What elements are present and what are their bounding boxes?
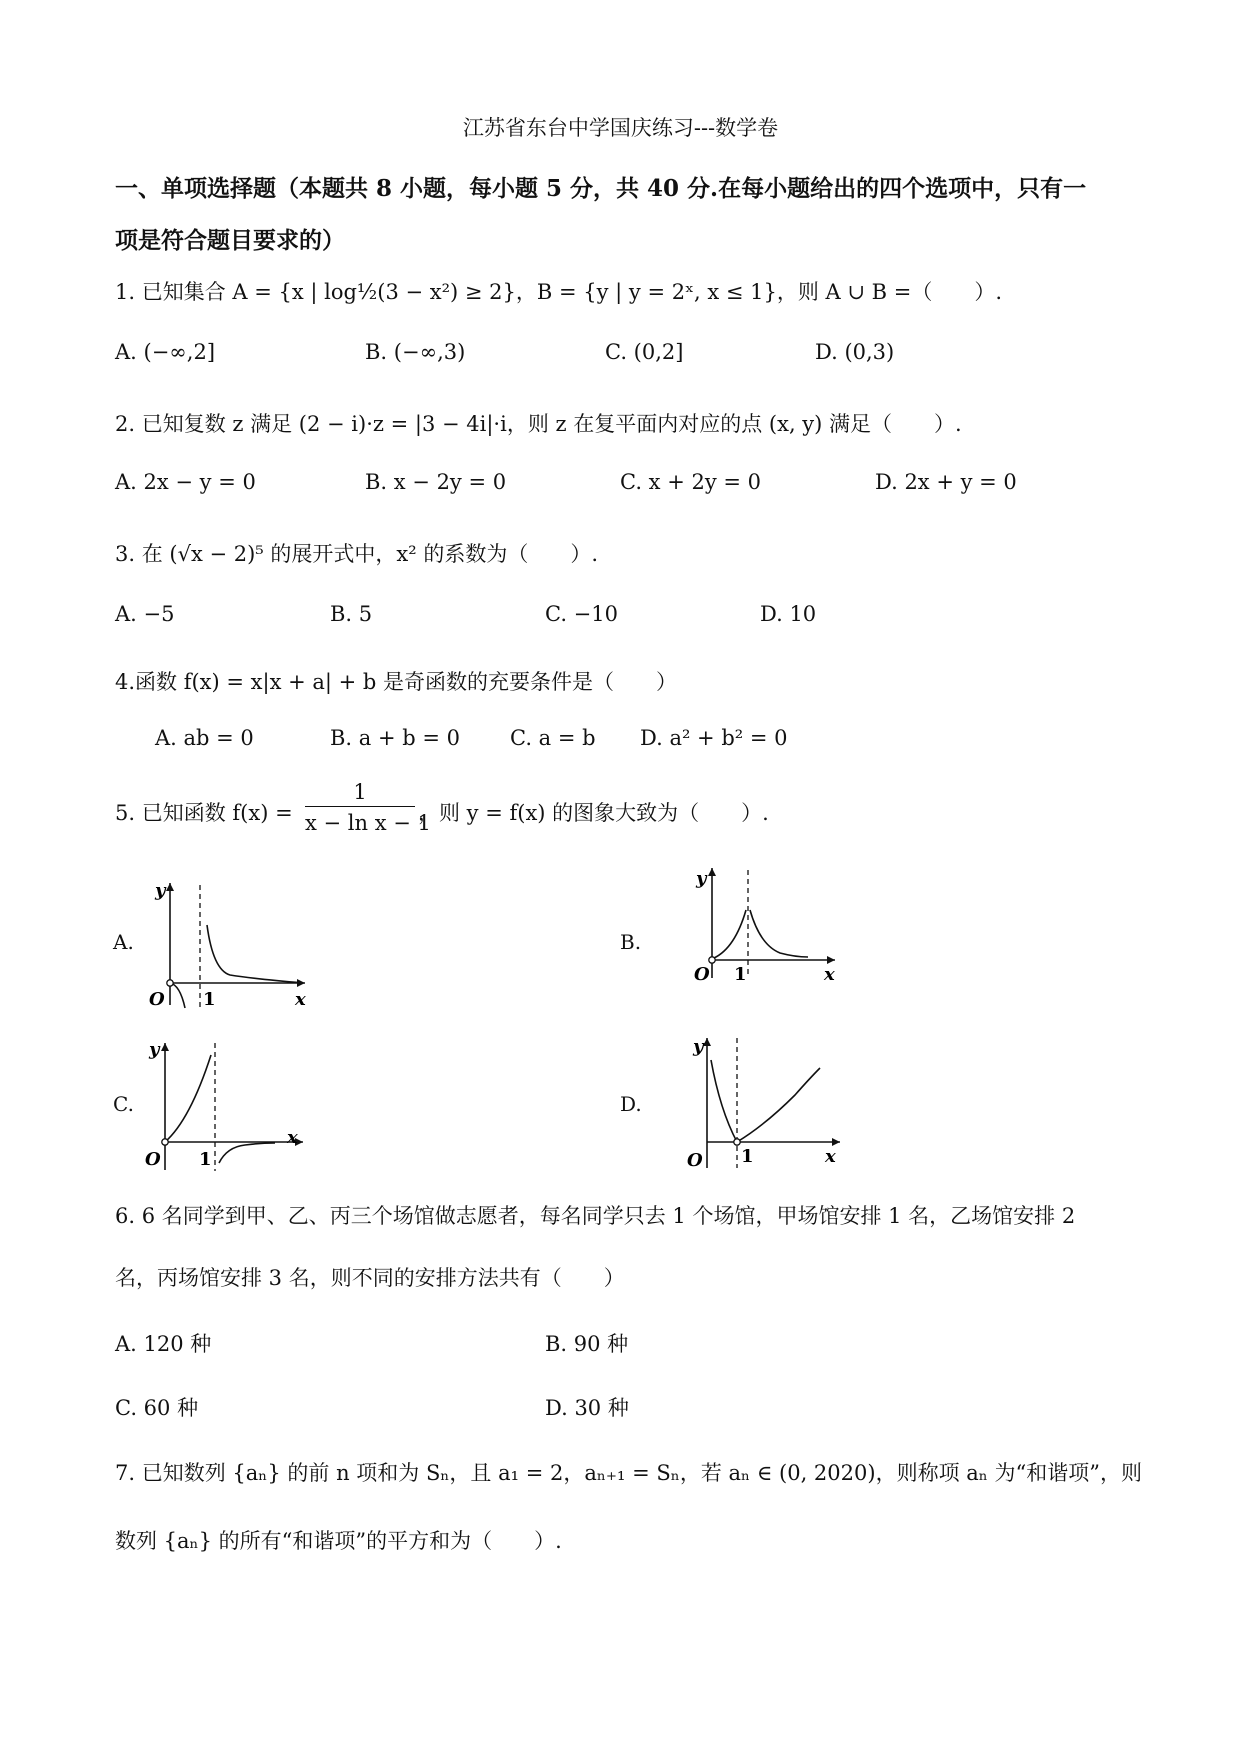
- graph-c-tick-1: 1: [199, 1149, 212, 1170]
- q3-option-c: C. −10: [545, 602, 618, 626]
- q2-option-d: D. 2x + y = 0: [875, 470, 1017, 494]
- q1-option-c: C. (0,2]: [605, 340, 684, 364]
- q4-option-b: B. a + b = 0: [330, 726, 460, 750]
- section-heading-line1: 一、单项选择题（本题共 8 小题，每小题 5 分，共 40 分.在每小题给出的四个选项中，只有一: [115, 175, 1087, 202]
- question-7-line2: 数列 {aₙ} 的所有“和谐项”的平方和为（ ）.: [115, 1529, 562, 1553]
- q2-option-c: C. x + 2y = 0: [620, 470, 761, 494]
- graph-d-label: D.: [620, 1092, 642, 1116]
- q4-option-d: D. a² + b² = 0: [640, 726, 788, 750]
- q5-fraction: [305, 780, 431, 835]
- q3-option-b: B. 5: [330, 602, 373, 626]
- question-5-suffix: ，则 y = f(x) 的图象大致为（ ）.: [418, 801, 769, 825]
- question-1: 1. 已知集合 A = {x | log½(3 − x²) ≥ 2}，B = {y | y = 2ˣ, x ≤ 1}，则 A ∪ B =（ ）.: [115, 280, 1003, 304]
- q4-option-c: C. a = b: [510, 726, 596, 750]
- graph-b: [690, 860, 840, 995]
- q2-option-a: A. 2x − y = 0: [115, 470, 256, 494]
- question-4: 4.函数 f(x) = x|x + a| + b 是奇函数的充要条件是（ ）: [115, 670, 678, 694]
- graph-a-label: A.: [113, 930, 134, 954]
- graph-c-x-label: x: [287, 1127, 298, 1148]
- graph-d-tick-1: 1: [741, 1146, 754, 1167]
- question-6-line2: 名，丙场馆安排 3 名，则不同的安排方法共有（ ）: [115, 1266, 625, 1290]
- question-5-prefix: 5. 已知函数 f(x) =: [115, 801, 293, 825]
- graph-a-y-label: y: [155, 880, 166, 901]
- graph-d-y-label: y: [693, 1036, 704, 1057]
- graph-b-tick-1: 1: [734, 964, 747, 985]
- question-3: 3. 在 (√x − 2)⁵ 的展开式中，x² 的系数为（ ）.: [115, 542, 599, 566]
- question-6-line1: 6. 6 名同学到甲、乙、丙三个场馆做志愿者，每名同学只去 1 个场馆，甲场馆安排 1 名，乙场馆安排 2: [115, 1204, 1076, 1228]
- graph-a-origin: O: [149, 989, 165, 1010]
- q6-option-d: D. 30 种: [545, 1396, 629, 1420]
- section-heading-line2: 项是符合题目要求的）: [115, 227, 345, 254]
- q5-fraction-numerator: 1: [305, 780, 415, 807]
- graph-a: [135, 875, 315, 1010]
- question-7-line1: 7. 已知数列 {aₙ} 的前 n 项和为 Sₙ，且 a₁ = 2，aₙ₊₁ = Sₙ，若 aₙ ∈ (0, 2020)，则称项 aₙ 为“和谐项”，则: [115, 1461, 1142, 1485]
- q3-option-a: A. −5: [115, 602, 175, 626]
- graph-c-y-label: y: [149, 1039, 160, 1060]
- graph-c: [135, 1035, 315, 1175]
- graph-d-x-label: x: [825, 1146, 836, 1167]
- q4-option-a: A. ab = 0: [155, 726, 254, 750]
- q6-option-c: C. 60 种: [115, 1396, 199, 1420]
- q3-option-d: D. 10: [760, 602, 817, 626]
- page-title: 江苏省东台中学国庆练习---数学卷: [462, 116, 779, 140]
- graph-b-label: B.: [620, 930, 642, 954]
- graph-b-origin: O: [694, 964, 710, 985]
- graph-b-y-label: y: [696, 868, 707, 889]
- graph-d-origin: O: [687, 1150, 703, 1171]
- q1-option-a: A. (−∞,2]: [115, 340, 216, 364]
- graph-c-origin: O: [145, 1149, 161, 1170]
- q1-option-d: D. (0,3): [815, 340, 895, 364]
- q6-option-b: B. 90 种: [545, 1332, 629, 1356]
- q2-option-b: B. x − 2y = 0: [365, 470, 507, 494]
- q1-option-b: B. (−∞,3): [365, 340, 466, 364]
- graph-b-x-label: x: [824, 964, 835, 985]
- graph-a-x-label: x: [295, 989, 306, 1010]
- q6-option-a: A. 120 种: [115, 1332, 212, 1356]
- q5-fraction-denominator: x − ln x − 1: [305, 811, 431, 835]
- graph-c-label: C.: [113, 1092, 134, 1116]
- graph-a-tick-1: 1: [203, 989, 216, 1010]
- graph-d: [685, 1030, 845, 1175]
- question-2: 2. 已知复数 z 满足 (2 − i)·z = |3 − 4i|·i，则 z 在复平面内对应的点 (x, y) 满足（ ）.: [115, 412, 962, 436]
